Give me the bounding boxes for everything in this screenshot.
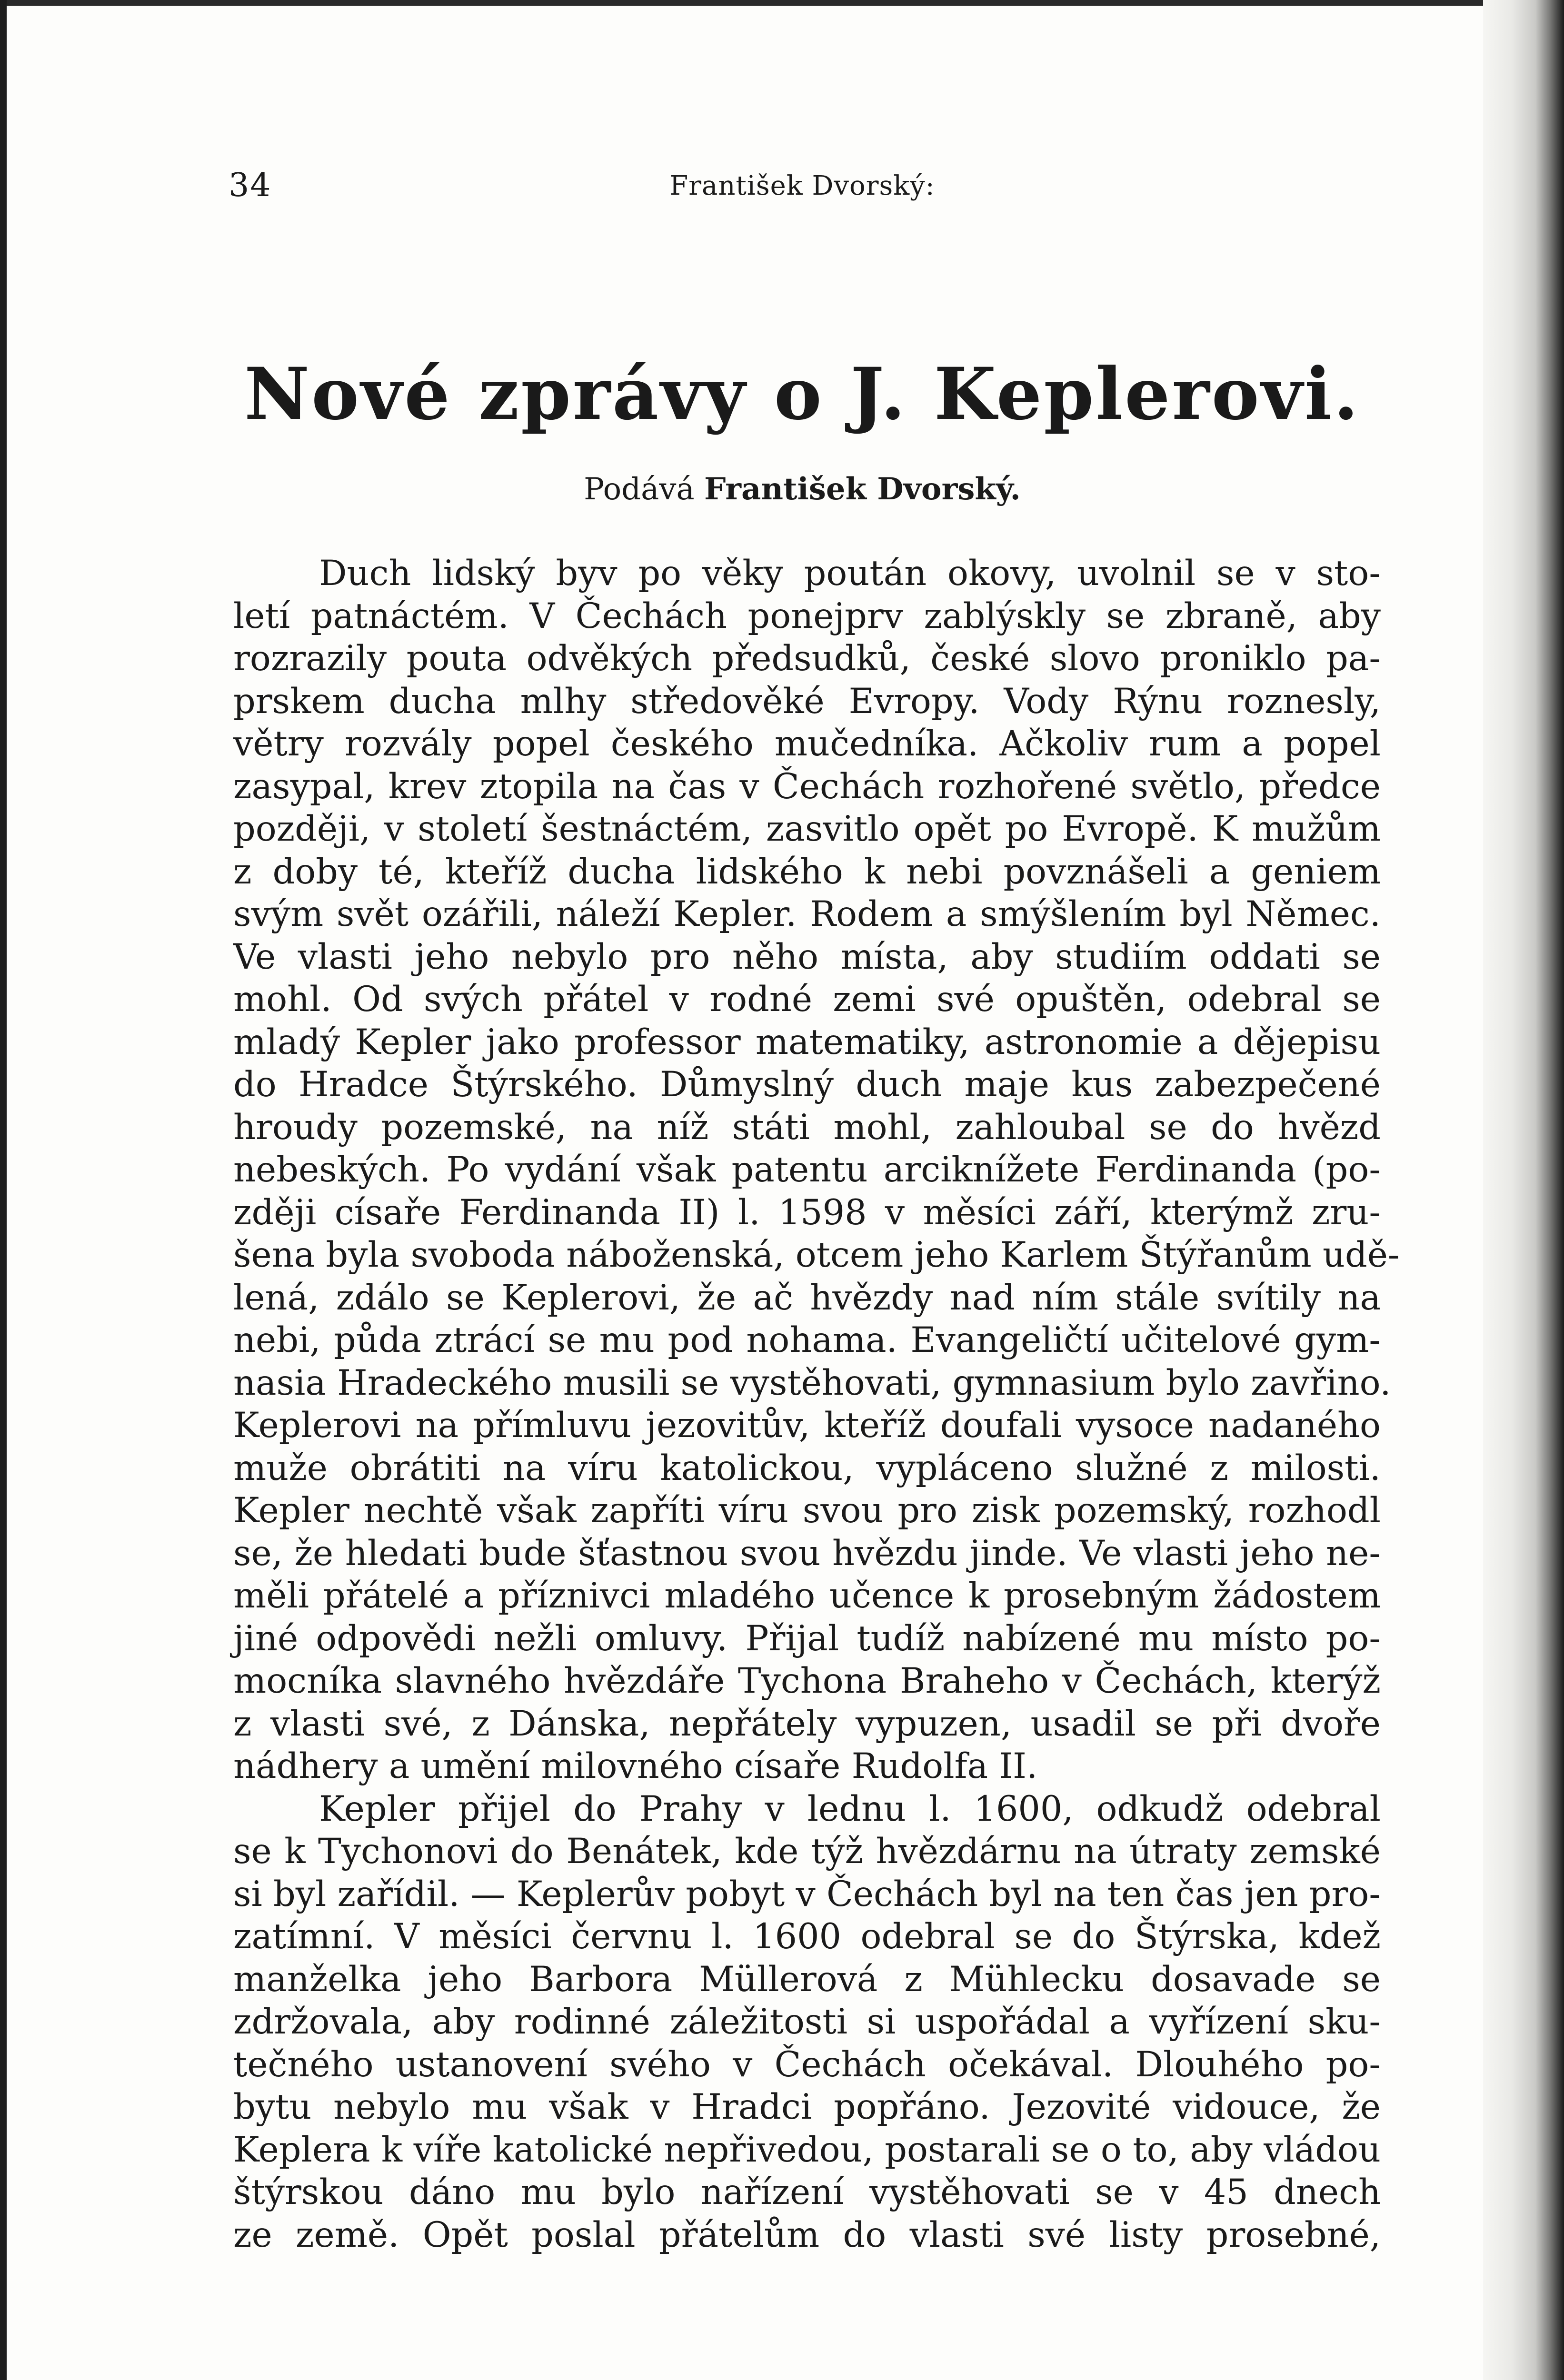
body-line: lená, zdálo se Keplerovi, že ač hvězdy nad ním stále svítily na xyxy=(233,1277,1381,1318)
body-line: svým svět ozářili, náleží Kepler. Rodem a smýšlením byl Němec. xyxy=(233,894,1381,934)
body-line: tečného ustanovení svého v Čechách očekával. Dlouhého po- xyxy=(233,2044,1381,2085)
body-line: letí patnáctém. V Čechách ponejprv zablýskly se zbraně, aby xyxy=(233,595,1381,636)
body-line: nebeských. Po vydání však patentu arciknížete Ferdinanda (po- xyxy=(233,1150,1381,1190)
byline-prefix: Podává xyxy=(584,472,695,507)
body-line: Kepler přijel do Prahy v lednu l. 1600, odkudž odebral xyxy=(319,1788,1381,1829)
article-body xyxy=(233,552,1400,2256)
body-line: nasia Hradeckého musili se vystěhovati, gymnasium bylo zavřino. xyxy=(233,1362,1391,1403)
body-line: zdržovala, aby rodinné záležitosti si uspořádal a vyřízení sku- xyxy=(233,2002,1381,2042)
page-number: 34 xyxy=(229,167,272,204)
article-title: Nové zprávy o J. Keplerovi. xyxy=(244,352,1361,436)
body-line: štýrskou dáno mu bylo nařízení vystěhovati se v 45 dnech xyxy=(233,2172,1381,2212)
body-line: do Hradce Štýrského. Důmyslný duch maje kus zabezpečené xyxy=(233,1064,1381,1105)
body-line: prskem ducha mlhy středověké Evropy. Vody Rýnu roznesly, xyxy=(233,681,1381,722)
body-line: z vlasti své, z Dánska, nepřátely vypuzen, usadil se při dvoře xyxy=(233,1703,1381,1744)
body-line: ze země. Opět poslal přátelům do vlasti své listy prosebné, xyxy=(233,2214,1381,2255)
body-line: se k Tychonovi do Benátek, kde týž hvězdárnu na útraty zemské xyxy=(233,1831,1381,1872)
running-head: František Dvorský: xyxy=(669,170,935,201)
body-line: Keplera k víře katolické nepřivedou, postarali se o to, aby vládou xyxy=(233,2129,1381,2170)
body-line: manželka jeho Barbora Müllerová z Mühlecku dosavade se xyxy=(233,1959,1381,2000)
body-line: větry rozvály popel českého mučedníka. Ačkoliv rum a popel xyxy=(233,724,1381,764)
body-line: jiné odpovědi nežli omluvy. Přijal tudíž nabízené mu místo po- xyxy=(233,1618,1381,1659)
body-line: nebi, půda ztrácí se mu pod nohama. Evangeličtí učitelové gym- xyxy=(233,1320,1381,1360)
body-line: mohl. Od svých přátel v rodné zemi své opuštěn, odebral se xyxy=(233,979,1381,1020)
body-line: později, v století šestnáctém, zasvitlo opět po Evropě. K mužům xyxy=(233,809,1381,849)
body-line: šena byla svoboda náboženská, otcem jeho Karlem Štýřanům udě- xyxy=(233,1235,1400,1275)
body-line: se, že hledati bude šťastnou svou hvězdu jinde. Ve vlasti jeho ne- xyxy=(233,1533,1381,1574)
page-edge-shadow xyxy=(1483,0,1564,2380)
scan-border-top xyxy=(0,0,1564,6)
body-line: nádhery a umění milovného císaře Rudolfa II. xyxy=(233,1746,1038,1786)
body-line: Duch lidský byv po věky poután okovy, uvolnil se v sto- xyxy=(319,553,1381,594)
byline-author: František Dvorský. xyxy=(704,471,1021,507)
body-line: si byl zařídil. — Keplerův pobyt v Čechách byl na ten čas jen pro- xyxy=(233,1874,1381,1914)
body-line: bytu nebylo mu však v Hradci popřáno. Jezovité vidouce, že xyxy=(233,2087,1381,2127)
body-line: měli přátelé a příznivci mladého učence k prosebným žádostem xyxy=(233,1576,1381,1616)
body-line: hroudy pozemské, na níž státi mohl, zahloubal se do hvězd xyxy=(233,1107,1381,1148)
body-line: rozrazily pouta odvěkých předsudků, české slovo proniklo pa- xyxy=(233,638,1381,679)
body-line: zději císaře Ferdinanda II) l. 1598 v měsíci září, kterýmž zru- xyxy=(233,1192,1381,1233)
body-line: Keplerovi na přímluvu jezovitův, kteříž doufali vysoce nadaného xyxy=(233,1405,1381,1446)
byline xyxy=(229,471,1376,507)
body-line: zasypal, krev ztopila na čas v Čechách rozhořené světlo, předce xyxy=(233,766,1381,807)
body-line: mladý Kepler jako professor matematiky, astronomie a dějepisu xyxy=(233,1021,1381,1062)
body-line: zatímní. V měsíci červnu l. 1600 odebral se do Štýrska, kdež xyxy=(233,1916,1381,1957)
body-line: mocníka slavného hvězdáře Tychona Braheho v Čechách, kterýž xyxy=(233,1661,1381,1701)
body-line: muže obrátiti na víru katolickou, vypláceno služné z milosti. xyxy=(233,1448,1381,1488)
body-line: Kepler nechtě však zapříti víru svou pro zisk pozemský, rozhodl xyxy=(233,1490,1381,1531)
body-line: z doby té, kteříž ducha lidského k nebi povznášeli a geniem xyxy=(233,851,1381,892)
body-line: Ve vlasti jeho nebylo pro něho místa, aby studiím oddati se xyxy=(233,936,1381,977)
page-header xyxy=(229,167,1376,214)
scan-border-left xyxy=(0,0,7,2380)
